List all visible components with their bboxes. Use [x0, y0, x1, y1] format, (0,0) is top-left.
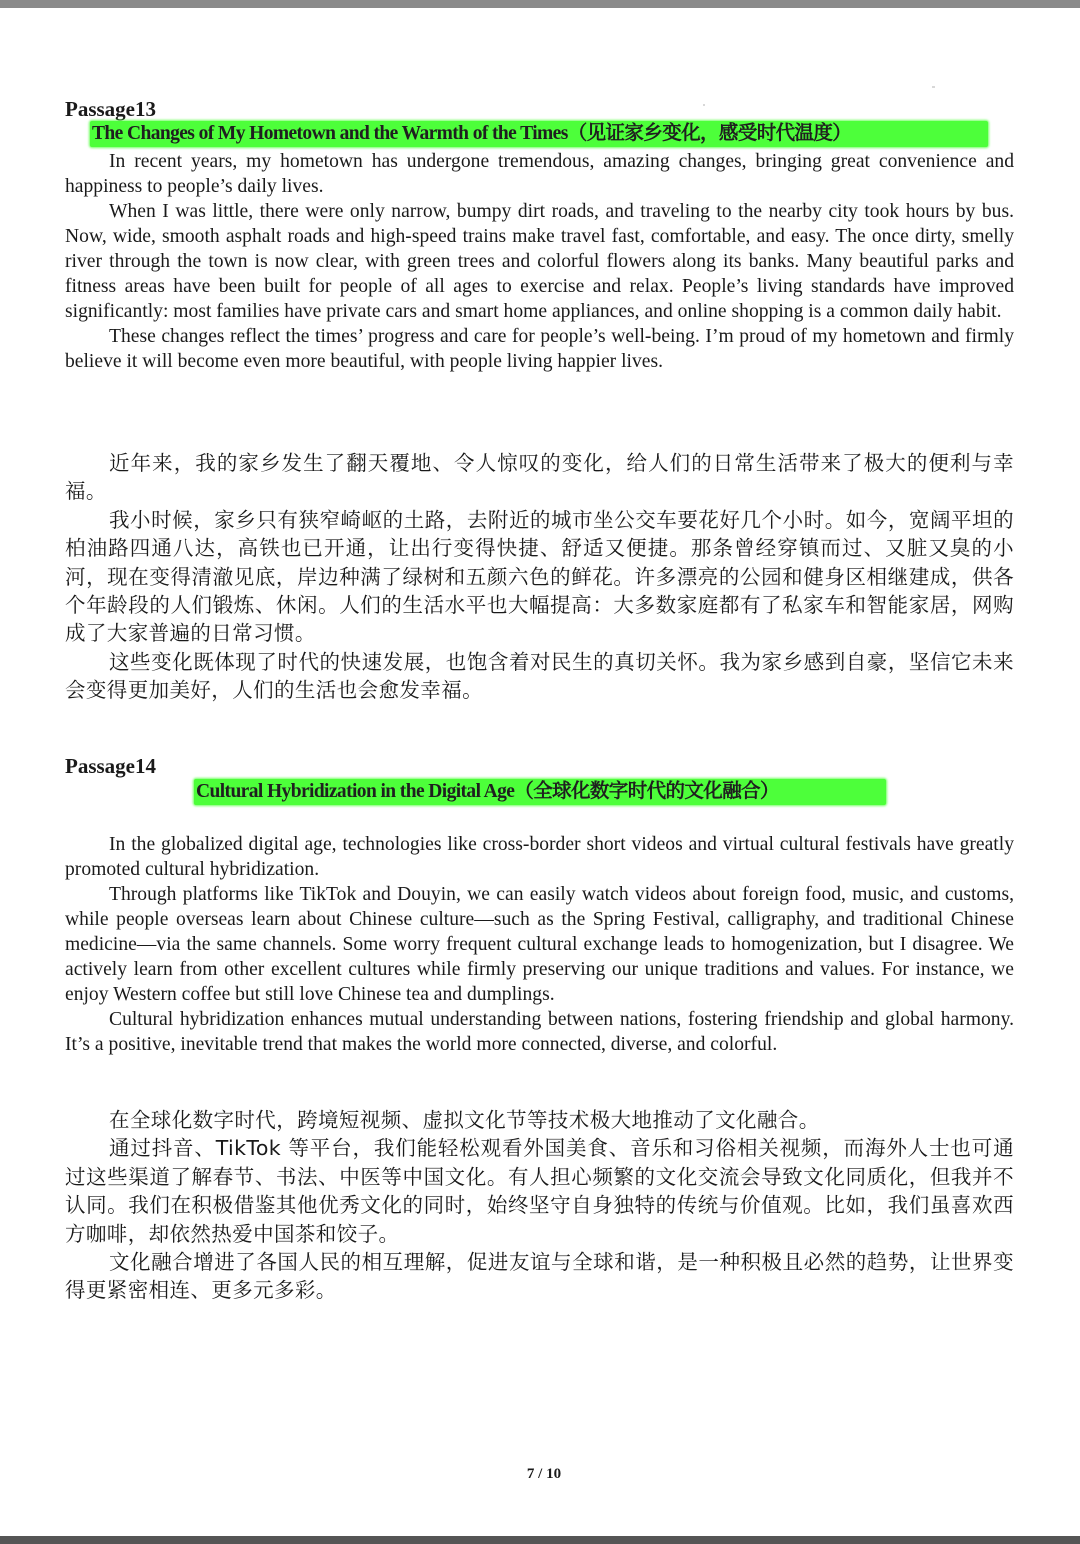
passage13-english-body — [65, 149, 1014, 374]
passage13-label: Passage13 — [65, 97, 156, 121]
page-number: 7 / 10 — [526, 1466, 562, 1482]
scan-speck — [932, 86, 935, 88]
passage14-label: Passage14 — [65, 754, 156, 778]
paragraph: 近年来，我的家乡发生了翻天覆地、令人惊叹的变化，给人们的日常生活带来了极大的便利与幸福。 — [65, 451, 1014, 504]
passage13-chinese-body — [65, 449, 1014, 705]
paragraph: 文化融合增进了各国人民的相互理解，促进友谊与全球和谐，是一种积极且必然的趋势，让世界变得更紧密相连、更多元多彩。 — [65, 1250, 1014, 1303]
paragraph: These changes reflect the times’ progress and care for people’s well-being. I’m proud of my hometown and firmly believe it will become even more beautiful, with people living happier lives. — [65, 326, 1014, 372]
paragraph: Through platforms like TikTok and Douyin, we can easily watch videos about foreign food, music, and customs, while people overseas learn about Chinese culture—such as the Spring Festival, calligraphy, and traditional Chinese medicine—via the same channels. Some worry frequent cultural exchange leads to homogenization, but I disagree. We actively learn from other excellent cultures while firmly preserving our unique traditions and values. For instance, we enjoy Western coffee but still love Chinese tea and dumplings. — [65, 884, 1014, 1005]
paragraph: In recent years, my hometown has undergone tremendous, amazing changes, bringing great convenience and happiness to people’s daily lives. — [65, 151, 1014, 197]
paragraph: 这些变化既体现了时代的快速发展，也饱含着对民生的真切关怀。我为家乡感到自豪，坚信它未来会变得更加美好，人们的生活也会愈发幸福。 — [65, 649, 1014, 703]
passage13-title: The Changes of My Hometown and the Warmth of the Times（见证家乡变化，感受时代温度） — [90, 121, 988, 147]
passage14-chinese-body — [65, 1106, 1014, 1305]
scan-speck — [703, 104, 705, 106]
paragraph: When I was little, there were only narrow, bumpy dirt roads, and traveling to the nearby city took hours by bus. Now, wide, smooth asphalt roads and high-speed trains make travel fast, comfortable, and easy. The once dirty, smelly river through the town is now clear, with green trees and colorful flowers along its banks. Many beautiful parks and fitness areas have been built for people of all ages to exercise and relax. People’s living standards have improved significantly: most families have private cars and smart home appliances, and online shopping is a common daily habit. — [65, 201, 1014, 322]
paragraph: 我小时候，家乡只有狭窄崎岖的土路，去附近的城市坐公交车要花好几个小时。如今，宽阔平坦的柏油路四通八达，高铁也已开通，让出行变得快捷、舒适又便捷。那条曾经穿镇而过、又脏又臭的小河，现在变得清澈见底，岸边种满了绿树和五颜六色的鲜花。许多漂亮的公园和健身区相继建成，供各个年龄段的人们锻炼、休闲。人们的生活水平也大幅提高：大多数家庭都有了私家车和智能家居，网购成了大家普遍的日常习惯。 — [65, 507, 1014, 646]
top-edge-bar — [0, 0, 1080, 8]
paragraph: 通过抖音、TikTok 等平台，我们能轻松观看外国美食、音乐和习俗相关视频，而海外人士也可通过这些渠道了解春节、书法、中医等中国文化。有人担心频繁的文化交流会导致文化同质化，但我并不认同。我们在积极借鉴其他优秀文化的同时，始终坚守自身独特的传统与价值观。比如，我们虽喜欢西方咖啡，却依然热爱中国茶和饺子。 — [65, 1136, 1014, 1246]
passage14-title: Cultural Hybridization in the Digital Age（全球化数字时代的文化融合） — [194, 779, 886, 805]
passage14-english-body — [65, 832, 1014, 1057]
paragraph: Cultural hybridization enhances mutual understanding between nations, fostering friendship and global harmony. It’s a positive, inevitable trend that makes the world more connected, diverse, and colorful. — [65, 1009, 1014, 1055]
bottom-edge-bar — [0, 1536, 1080, 1544]
paragraph: In the globalized digital age, technologies like cross-border short videos and virtual cultural festivals have greatly promoted cultural hybridization. — [65, 834, 1014, 880]
paragraph: 在全球化数字时代，跨境短视频、虚拟文化节等技术极大地推动了文化融合。 — [109, 1108, 820, 1132]
